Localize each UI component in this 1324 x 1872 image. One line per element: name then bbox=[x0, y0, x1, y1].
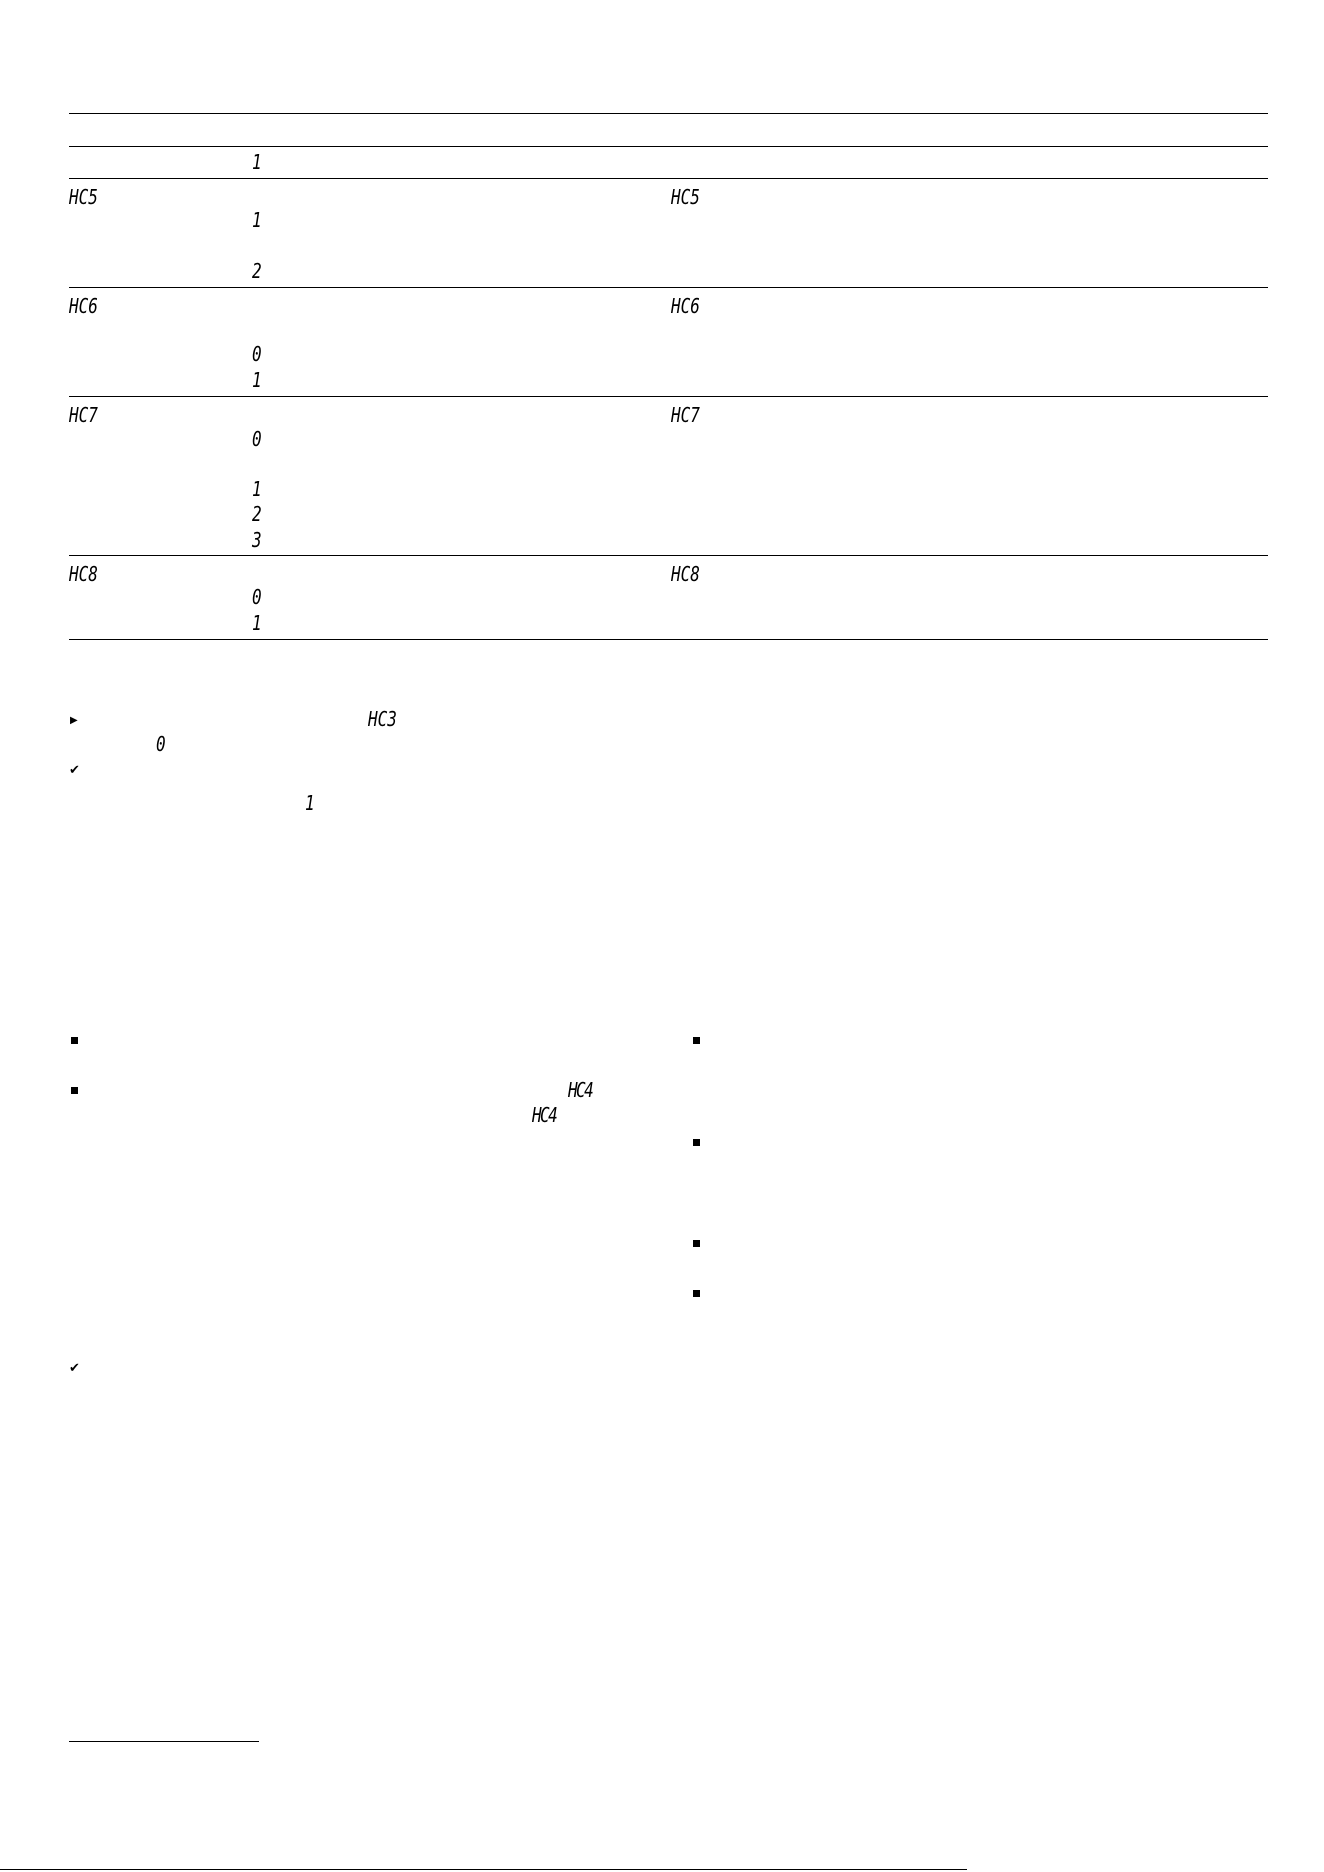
setting-value: 3 bbox=[252, 528, 262, 552]
bullet-square-icon bbox=[693, 1139, 700, 1146]
setting-value: 1 bbox=[252, 150, 262, 174]
table-header-rule bbox=[69, 146, 1268, 147]
arrow-bullet-icon: ▶ bbox=[70, 715, 78, 726]
bullet-square-icon bbox=[693, 1290, 700, 1297]
bullet-square-icon bbox=[71, 1087, 78, 1094]
setting-value: 2 bbox=[252, 502, 262, 526]
table-row-rule bbox=[69, 555, 1268, 556]
setting-code: HC8 bbox=[69, 562, 98, 586]
checkmark-icon: ✔ bbox=[69, 1361, 80, 1376]
table-row-rule bbox=[69, 287, 1268, 288]
bullet-square-icon bbox=[693, 1240, 700, 1247]
setting-code: HC7 bbox=[671, 403, 700, 427]
setting-value: 1 bbox=[252, 611, 262, 635]
table-top-rule bbox=[69, 113, 1268, 114]
instruction-value: 0 bbox=[156, 732, 166, 756]
instruction-code: HC3 bbox=[368, 707, 397, 731]
result-value: 1 bbox=[305, 791, 315, 815]
setting-code: HC6 bbox=[69, 294, 98, 318]
bullet-square-icon bbox=[71, 1037, 78, 1044]
table-bottom-rule bbox=[69, 639, 1268, 640]
setting-value: 0 bbox=[252, 427, 262, 451]
setting-code: HC5 bbox=[671, 185, 700, 209]
note-code: HC4 bbox=[532, 1103, 557, 1127]
table-row-rule bbox=[69, 178, 1268, 179]
note-code: HC4 bbox=[568, 1078, 593, 1102]
page-bottom-rule bbox=[0, 1869, 967, 1870]
footnote-separator bbox=[69, 1741, 259, 1742]
setting-value: 1 bbox=[252, 208, 262, 232]
setting-value: 1 bbox=[252, 368, 262, 392]
setting-code: HC6 bbox=[671, 294, 700, 318]
checkmark-icon: ✔ bbox=[69, 763, 80, 778]
setting-code: HC8 bbox=[671, 562, 700, 586]
setting-value: 1 bbox=[252, 477, 262, 501]
bullet-square-icon bbox=[693, 1037, 700, 1044]
setting-value: 2 bbox=[252, 259, 262, 283]
setting-value: 0 bbox=[252, 342, 262, 366]
setting-code: HC7 bbox=[69, 403, 98, 427]
setting-code: HC5 bbox=[69, 185, 98, 209]
table-row-rule bbox=[69, 396, 1268, 397]
setting-value: 0 bbox=[252, 585, 262, 609]
